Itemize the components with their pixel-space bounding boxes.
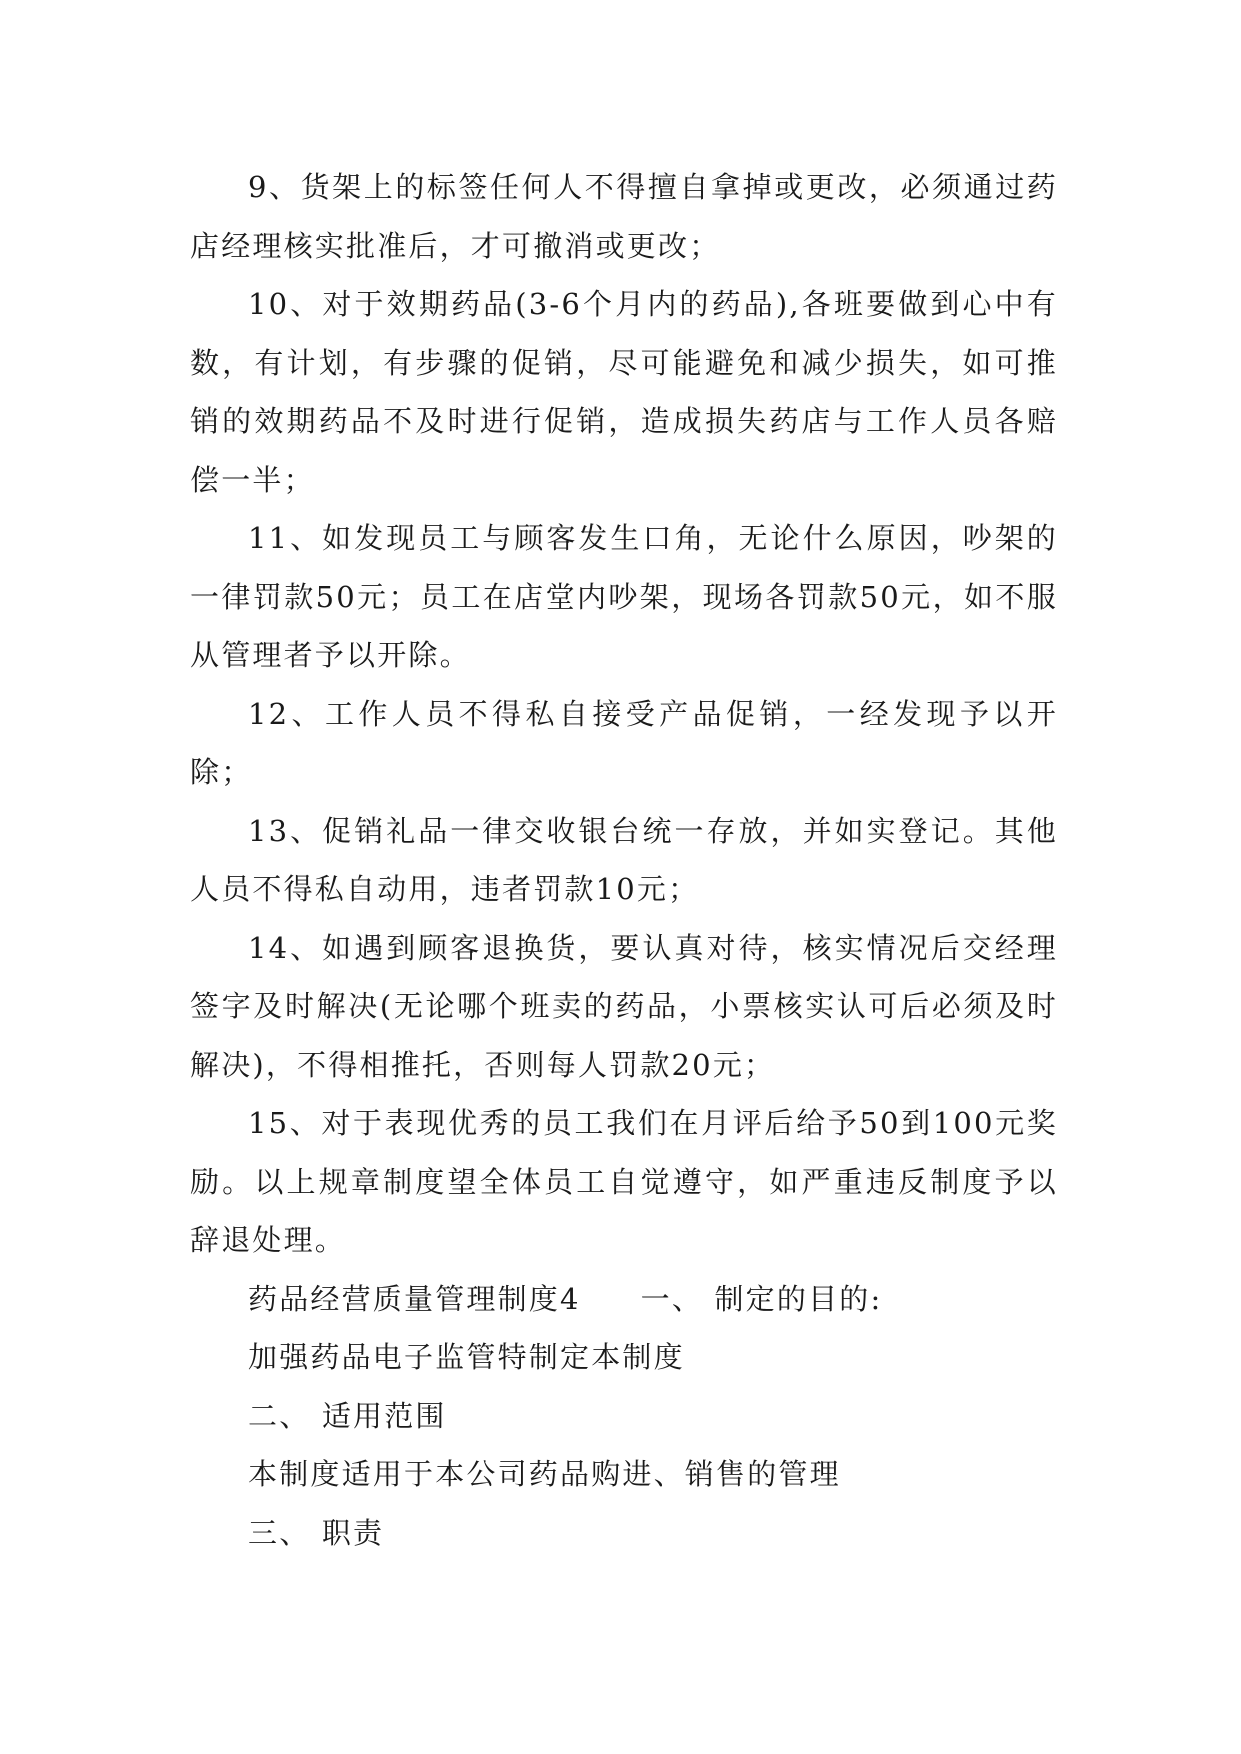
document-page	[190, 158, 1058, 1562]
duty-heading: 三、 职责	[248, 1515, 385, 1550]
paragraph-item-11: 11、如发现员工与顾客发生口角，无论什么原因，吵架的一律罚款50元；员工在店堂内吵架，现场各罚款50元，如不服从管理者予以开除。	[190, 521, 1058, 672]
paragraph-item-15: 15、对于表现优秀的员工我们在月评后给予50到100元奖励。以上规章制度望全体员工自觉遵守，如严重违反制度予以辞退处理。	[190, 1106, 1058, 1257]
scope-heading: 二、 适用范围	[248, 1398, 447, 1433]
scope-text: 本制度适用于本公司药品购进、销售的管理	[248, 1457, 841, 1491]
paragraph-item-12: 12、工作人员不得私自接受产品促销，一经发现予以开除；	[190, 696, 1058, 789]
paragraph-item-14: 14、如遇到顾客退换货，要认真对待，核实情况后交经理签字及时解决(无论哪个班卖的药品，小票核实认可后必须及时解决)，不得相推托，否则每人罚款20元；	[190, 930, 1058, 1082]
section-heading: 药品经营质量管理制度4	[248, 1281, 581, 1316]
purpose-text: 加强药品电子监管特制定本制度	[248, 1340, 685, 1374]
section-heading-line	[190, 1270, 1058, 1329]
paragraph-item-10: 10、对于效期药品(3-6个月内的药品),各班要做到心中有数，有计划，有步骤的促销，尽可能避免和减少损失，如可推销的效期药品不及时进行促销，造成损失药店与工作人员各赔偿一半；	[190, 287, 1058, 497]
paragraph-item-9: 9、货架上的标签任何人不得擅自拿掉或更改，必须通过药店经理核实批准后，才可撤消或更改；	[190, 170, 1058, 263]
section-item-purpose-heading: 一、 制定的目的:	[640, 1281, 883, 1316]
paragraph-item-13: 13、促销礼品一律交收银台统一存放，并如实登记。其他人员不得私自动用，违者罚款10元；	[190, 813, 1058, 906]
